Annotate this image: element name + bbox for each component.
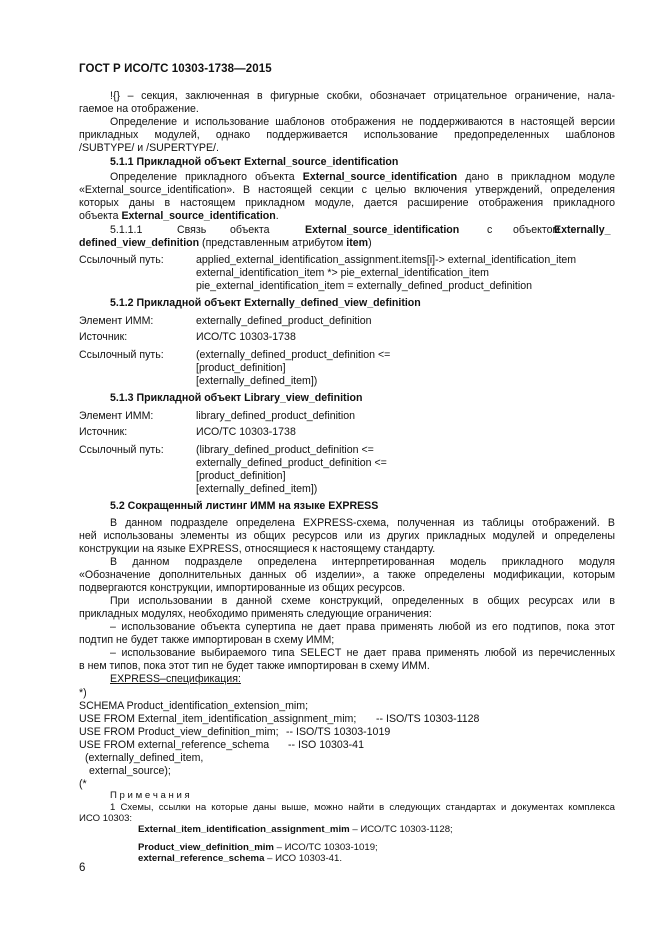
paragraph-line: «Обозначение дополнительных данных об изделии», а также определены модификации, которым — [79, 569, 615, 581]
text-run: объекта — [79, 210, 122, 222]
paragraph-line: «External_source_identification». В настоящей секции с целью включения утверждений, определения — [79, 184, 615, 196]
code-comment: -- ISO/TS 10303-1019 — [286, 726, 391, 738]
paragraph-line: Определение и использование шаблонов отображения не поддерживаются в настоящей версии — [110, 116, 615, 128]
section-heading-511: 5.1.1 Прикладной объект External_source_identification — [110, 156, 399, 168]
text-run-bold: External_source_identification — [121, 210, 276, 222]
paragraph-line — [79, 237, 372, 250]
list-item-line: – использование выбираемого типа SELECT не дает права применять любой из перечисленных — [110, 647, 615, 659]
list-item-line: в нем типов, пока этот тип не будет также импортирован в схему ИММ. — [79, 660, 430, 672]
paragraph-line: конструкции на языке EXPRESS, относящиеся к настоящему стандарту. — [79, 543, 436, 555]
paragraph-line: /SUBTYPE/ и /SUPERTYPE/. — [79, 142, 219, 154]
text-run: с — [487, 224, 493, 236]
paragraph-line — [110, 171, 615, 184]
paragraph-line: прикладных модулей, однако поддерживается использование предопределенных шаблонов — [79, 129, 615, 141]
paragraph-line: В данном подразделе определена EXPRESS-схема, полученная из таблицы отображений. В — [110, 517, 615, 529]
text-run-bold: Product_view_definition_mim — [138, 842, 274, 853]
code-comment: -- ISO/TS 10303-1128 — [376, 713, 480, 725]
page-number: 6 — [79, 862, 86, 874]
text-run: объекта — [230, 224, 270, 236]
section-heading-52: 5.2 Сокращенный листинг ИММ на языке EXPRESS — [110, 500, 379, 512]
note-title: П р и м е ч а н и я — [110, 790, 190, 801]
text-run: – ИСО/ТС 10303-1019; — [273, 842, 378, 853]
section-heading-512: 5.1.2 Прикладной объект Externally_defined_view_definition — [110, 297, 421, 309]
paragraph-line: подвергаются конструкции, импортированные из общих ресурсов. — [79, 582, 406, 594]
source-value: ИСО/ТС 10303-1738 — [196, 331, 296, 343]
note-line: ИСО 10303: — [79, 813, 133, 824]
paragraph-line: В данном подразделе определена интерпретированная модель прикладного модуля — [110, 556, 615, 568]
ref-path-line: (externally_defined_product_definition <= — [196, 349, 391, 361]
section-heading-513: 5.1.3 Прикладной объект Library_view_definition — [110, 392, 363, 404]
text-run-bold: Externally_ — [554, 224, 611, 236]
code-line: (externally_defined_item, — [85, 752, 204, 764]
ref-path-line: pie_external_identification_item = externally_defined_product_definition — [196, 280, 532, 292]
document-header: ГОСТ Р ИСО/ТС 10303-1738—2015 — [79, 63, 272, 75]
text-run-bold: External_source_identification — [305, 224, 460, 236]
source-value: ИСО/ТС 10303-1738 — [196, 426, 296, 438]
imm-element-label: Элемент ИММ: — [79, 410, 154, 422]
text-run: Связь — [177, 224, 207, 236]
list-item-line: – использование объекта супертипа не дает права применять любой из его подтипов, пока этот — [110, 621, 615, 633]
text-run-bold: external_reference_schema — [138, 853, 265, 864]
paragraph-line — [79, 210, 279, 223]
paragraph-line: прикладных модулях, необходимо применять следующие ограничения: — [79, 608, 432, 620]
ref-path-label: Ссылочный путь: — [79, 444, 164, 456]
text-run: – ИСО 10303-41. — [264, 853, 343, 864]
ref-path-line: externally_defined_product_definition <= — [196, 457, 387, 469]
code-comment: -- ISO 10303-41 — [288, 739, 364, 751]
paragraph-line: гаемое на отображение. — [79, 103, 199, 115]
code-line: USE FROM external_reference_schema — [79, 739, 270, 751]
ref-path-line: external_identification_item *> pie_external_identification_item — [196, 267, 489, 279]
text-run-bold: defined_view_definition — [79, 237, 200, 249]
code-line: (* — [79, 778, 87, 790]
text-run: – ИСО/ТС 10303-1128; — [349, 824, 453, 835]
ref-path-line: (library_defined_product_definition <= — [196, 444, 374, 456]
express-spec-label: EXPRESS–спецификация: — [110, 673, 241, 685]
imm-element-label: Элемент ИММ: — [79, 315, 154, 327]
text-run: ) — [368, 237, 372, 249]
text-run-bold: External_item_identification_assignment_mim — [138, 824, 350, 835]
list-item-line: подтип не будет также импортирован в схему ИММ; — [79, 634, 335, 646]
imm-element-value: library_defined_product_definition — [196, 410, 356, 422]
note-ref-line — [138, 823, 453, 836]
paragraph-line: !{} – секция, заключенная в фигурные скобки, обозначает отрицательное ограничение, нала- — [110, 90, 615, 102]
paragraph-line: которых даны в настоящем прикладном модуле, дается расширение отображения прикладного — [79, 197, 615, 209]
note-line: 1 Схемы, ссылки на которые даны выше, можно найти в следующих стандартах и документах комплекса — [110, 802, 615, 813]
note-ref-line — [138, 852, 342, 865]
text-run-bold: item — [346, 237, 369, 249]
ref-path-label: Ссылочный путь: — [79, 254, 164, 266]
paragraph-line: При использовании в данной схеме конструкций, определенных в общих ресурсах или в — [110, 595, 615, 607]
subsection-number: 5.1.1.1 — [110, 224, 143, 236]
text-run: . — [275, 210, 279, 222]
ref-path-line: [product_definition] — [196, 470, 286, 482]
text-run: дано в прикладном модуле — [457, 171, 615, 183]
code-line: USE FROM External_item_identification_assignment_mim; — [79, 713, 357, 725]
code-line: USE FROM Product_view_definition_mim; — [79, 726, 279, 738]
ref-path-label: Ссылочный путь: — [79, 349, 164, 361]
imm-element-value: externally_defined_product_definition — [196, 315, 372, 327]
text-run: (представленным атрибутом — [199, 237, 347, 249]
ref-path-line: [externally_defined_item]) — [196, 483, 318, 495]
source-label: Источник: — [79, 426, 128, 438]
source-label: Источник: — [79, 331, 128, 343]
text-run-bold: External_source_identification — [302, 171, 458, 183]
code-line: *) — [79, 687, 87, 699]
code-line: external_source); — [89, 765, 171, 777]
text-run: Определение прикладного объекта — [110, 171, 303, 183]
ref-path-line: applied_external_identification_assignment.items[i]-> external_identification_item — [196, 254, 577, 266]
text-run: объектом — [513, 224, 560, 236]
ref-path-line: [externally_defined_item]) — [196, 375, 318, 387]
paragraph-line: ней использованы элементы из общих ресурсов или из других прикладных модулей и определены — [79, 530, 615, 542]
ref-path-line: [product_definition] — [196, 362, 286, 374]
code-line: SCHEMA Product_identification_extension_mim; — [79, 700, 309, 712]
